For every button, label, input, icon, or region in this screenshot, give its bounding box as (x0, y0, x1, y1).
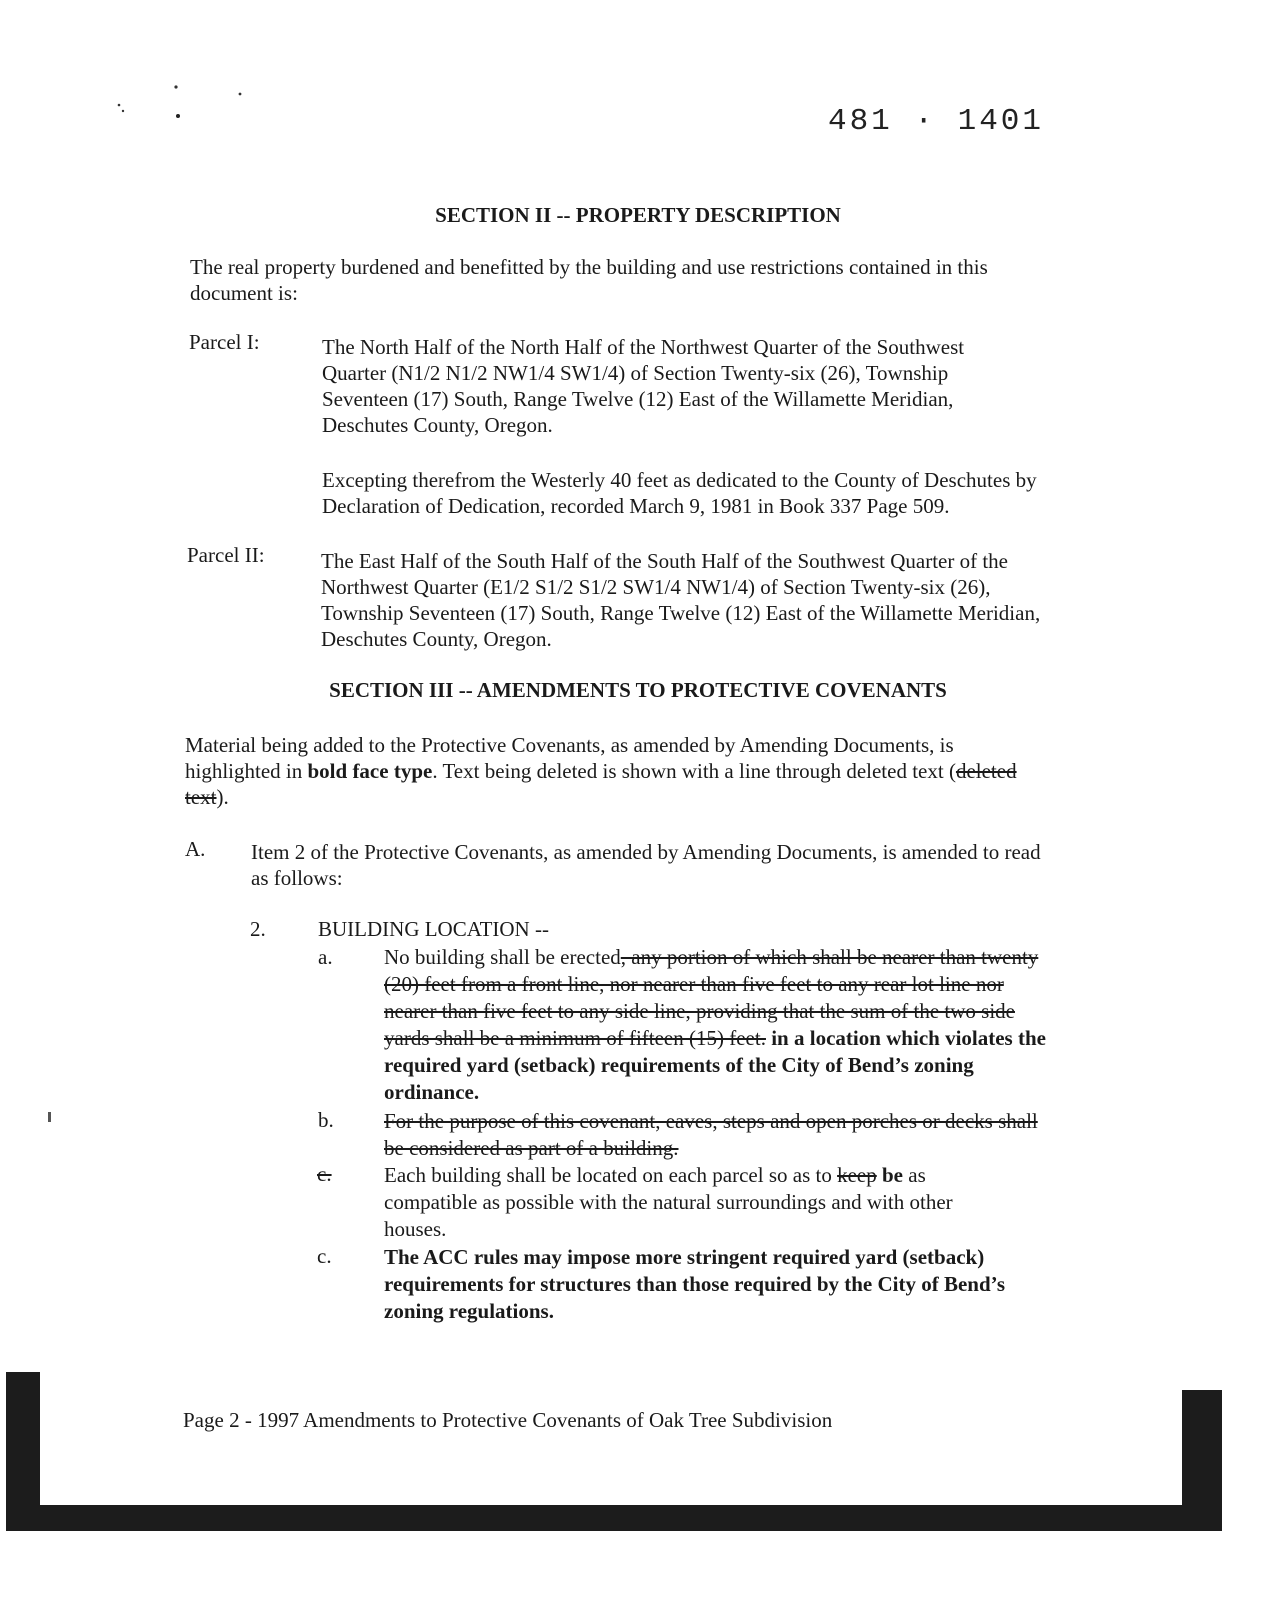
sub-c-added-word: be (876, 1163, 903, 1187)
scan-bar-left (6, 1372, 40, 1522)
record-number: 481 ∙ 1401 (827, 104, 1044, 139)
sub-a-added-text: in a location which violates the required yard (setback) requirements of the City of Bend’s zoning ordinance. (384, 1026, 1046, 1104)
section-2-title: SECTION II -- PROPERTY DESCRIPTION (435, 203, 841, 227)
item-a-label: A. (185, 837, 206, 861)
item-a-text: Item 2 of the Protective Covenants, as amended by Amending Documents, is amended to read as follows: (251, 840, 1041, 890)
sub-b-deleted-text: For the purpose of this covenant, eaves, steps and open porches or decks shall be considered as part of a building. (384, 1109, 1038, 1160)
section-3-intro: Material being added to the Protective Covenants, as amended by Amending Documents, is highlighted in bold face type. Text being deleted is shown with a line through deleted text (deleted text). (185, 733, 1017, 809)
sub-c-old-text: Each building shall be located on each parcel so as to keep be as compatible as possible with the natural surroundings and with other houses. (384, 1163, 953, 1241)
parcel-1-exception: Excepting therefrom the Westerly 40 feet as dedicated to the County of Deschutes by Declaration of Dedication, recorded March 9, 1981 in Book 337 Page 509. (322, 468, 1037, 518)
parcel-1-description: The North Half of the North Half of the Northwest Quarter of the Southwest Quarter (N1/2 N1/2 NW1/4 SW1/4) of Section Twenty-six (26), Township Seventeen (17) South, Range Twelve (12) East of the Willamette Meridian, Deschutes County, Oregon. (322, 335, 965, 437)
sub-c-new-added-text: The ACC rules may impose more stringent required yard (setback) requirements for structures than those required by the City of Bend’s zoning regulations. (384, 1245, 1006, 1323)
sub-c-new-text (384, 1244, 1059, 1325)
item-2-number: 2. (250, 917, 266, 941)
sub-c-deleted-word: keep (837, 1163, 877, 1187)
sub-c-new-label: c. (317, 1244, 332, 1268)
sub-a-text: No building shall be erected, any portion of which shall be nearer than twenty (20) feet from a front line, nor nearer than five feet to any rear lot line nor nearer than five feet to any side line, providing that the sum of the two side yards shall be a minimum of fifteen (15) feet. in a location which violates the required yard (setback) requirements of the City of Bend’s zoning ordinance. (384, 945, 1046, 1104)
item-2-title: BUILDING LOCATION -- (318, 917, 549, 941)
scan-bar-bottom (6, 1505, 1222, 1531)
page-footer: Page 2 - 1997 Amendments to Protective Covenants of Oak Tree Subdivision (183, 1408, 833, 1432)
strike-sample: deleted text (185, 759, 1017, 809)
section-2-intro: The real property burdened and benefitted by the building and use restrictions contained in this document is: (190, 255, 988, 305)
sub-c-old-label: c. (317, 1162, 332, 1186)
sub-a-label: a. (318, 945, 333, 969)
sub-b-label: b. (318, 1108, 334, 1132)
margin-speck (48, 1112, 51, 1122)
parcel-2-label: Parcel II: (187, 543, 265, 567)
parcel-1-label: Parcel I: (189, 330, 260, 354)
sub-a-deleted-text: , any portion of which shall be nearer than twenty (20) feet from a front line, nor nearer than five feet to any rear lot line nor nearer than five feet to any side line, providing that the sum of the two side yards shall be a minimum of fifteen (15) feet. (384, 945, 1039, 1050)
parcel-2-description: The East Half of the South Half of the South Half of the Southwest Quarter of the Northwest Quarter (E1/2 S1/2 S1/2 SW1/4 NW1/4) of Section Twenty-six (26), Township Seventeen (17) South, Range Twelve (12) East of the Willamette Meridian, Deschutes County, Oregon. (321, 549, 1041, 651)
bold-sample: bold face type (307, 759, 433, 783)
scan-specks (112, 78, 262, 128)
sub-b-text (384, 1108, 1044, 1162)
section-3-title: SECTION III -- AMENDMENTS TO PROTECTIVE COVENANTS (329, 678, 947, 702)
